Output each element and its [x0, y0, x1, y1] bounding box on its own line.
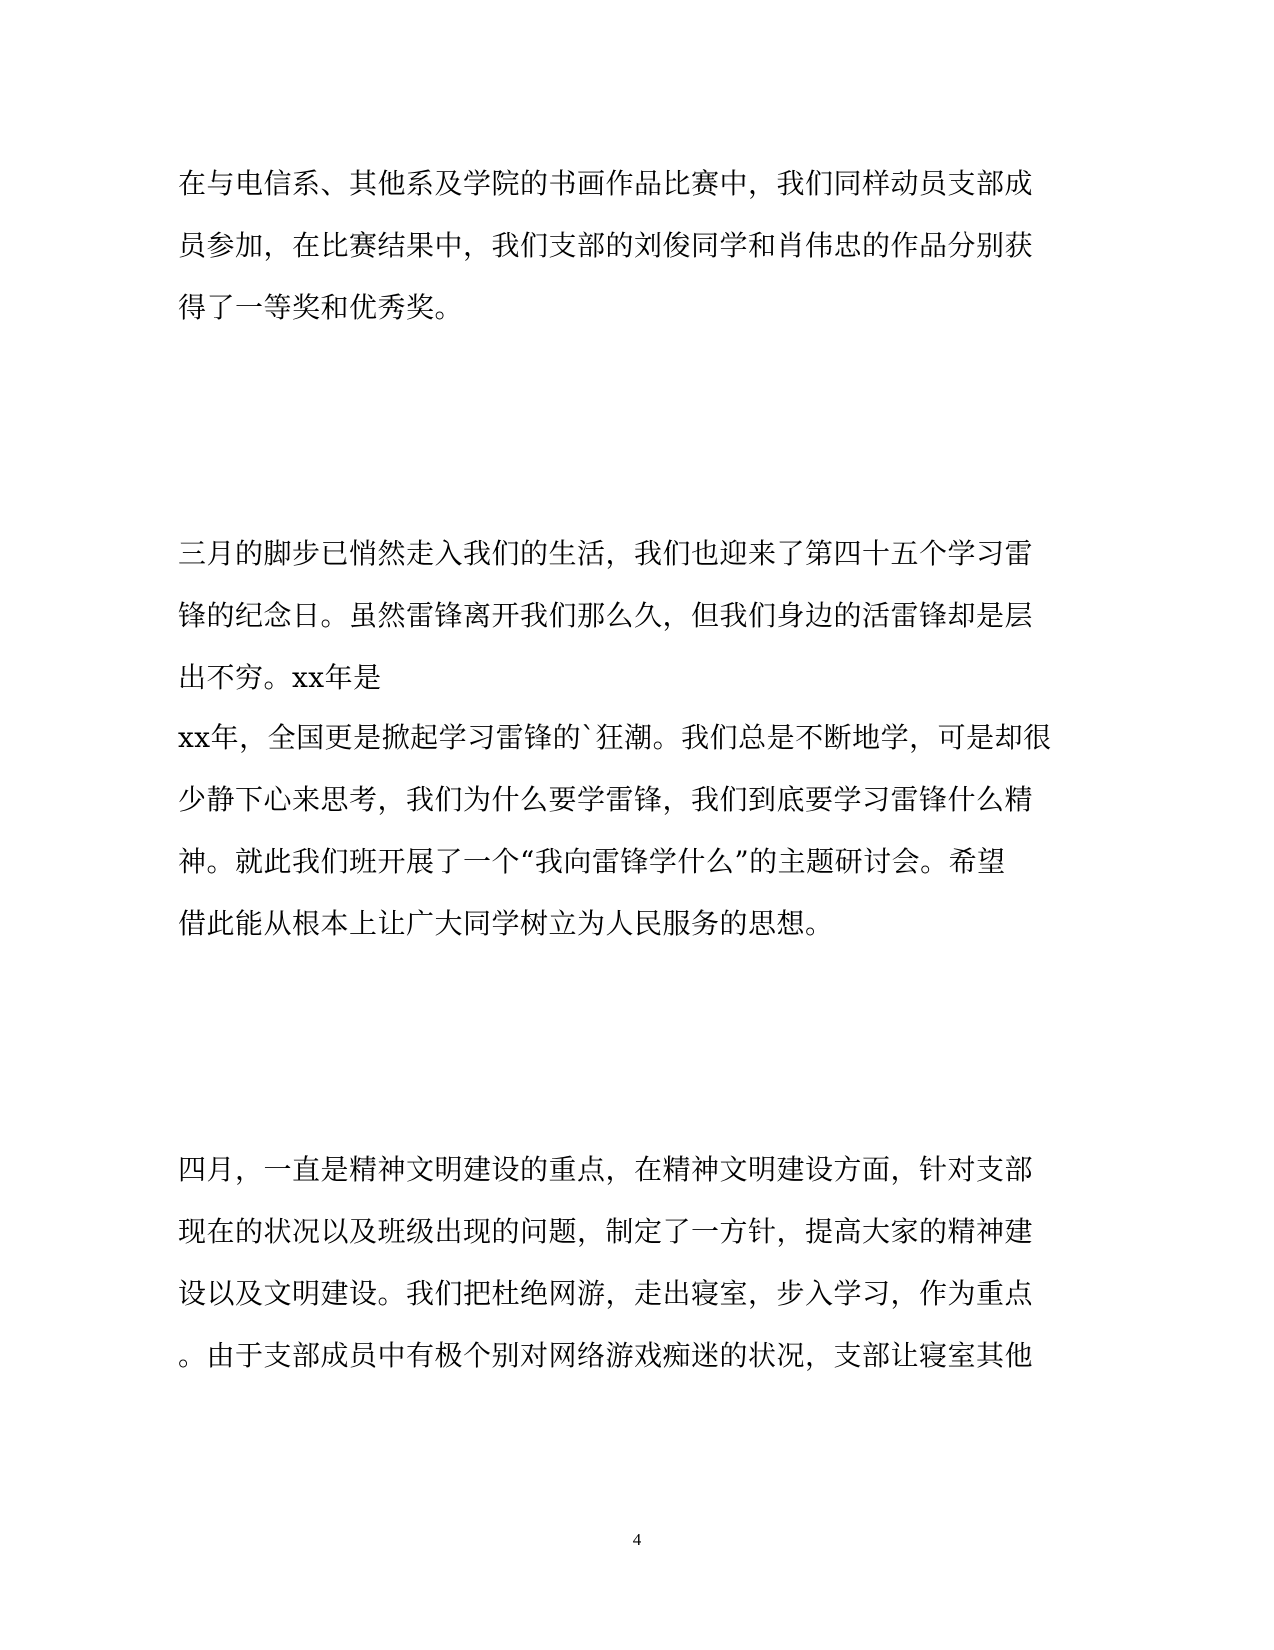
text-line: 借此能从根本上让广大同学树立为人民服务的思想。 — [178, 907, 834, 940]
text-line: 神。就此我们班开展了一个“我向雷锋学什么”的主题研讨会。希望 — [178, 845, 1006, 878]
text-line: 三月的脚步已悄然走入我们的生活，我们也迎来了第四十五个学习雷 — [178, 537, 1034, 570]
text-line: xx年，全国更是掀起学习雷锋的`狂潮。我们总是不断地学，可是却很 — [178, 721, 1052, 754]
text-line: 出不穷。xx年是 — [178, 661, 382, 694]
text-line: 员参加，在比赛结果中，我们支部的刘俊同学和肖伟忠的作品分别获 — [178, 229, 1034, 262]
text-line: 在与电信系、其他系及学院的书画作品比赛中，我们同样动员支部成 — [178, 167, 1034, 200]
page-number: 4 — [632, 1530, 642, 1549]
text-line: 。由于支部成员中有极个别对网络游戏痴迷的状况，支部让寝室其他 — [178, 1339, 1034, 1372]
text-line: 现在的状况以及班级出现的问题，制定了一方针，提高大家的精神建 — [178, 1215, 1034, 1248]
text-line: 四月，一直是精神文明建设的重点，在精神文明建设方面，针对支部 — [178, 1153, 1034, 1186]
text-line: 锋的纪念日。虽然雷锋离开我们那么久，但我们身边的活雷锋却是层 — [178, 599, 1034, 632]
text-line: 得了一等奖和优秀奖。 — [178, 291, 464, 324]
text-line: 设以及文明建设。我们把杜绝网游，走出寝室，步入学习，作为重点 — [178, 1277, 1034, 1310]
text-line: 少静下心来思考，我们为什么要学雷锋，我们到底要学习雷锋什么精 — [178, 783, 1034, 816]
